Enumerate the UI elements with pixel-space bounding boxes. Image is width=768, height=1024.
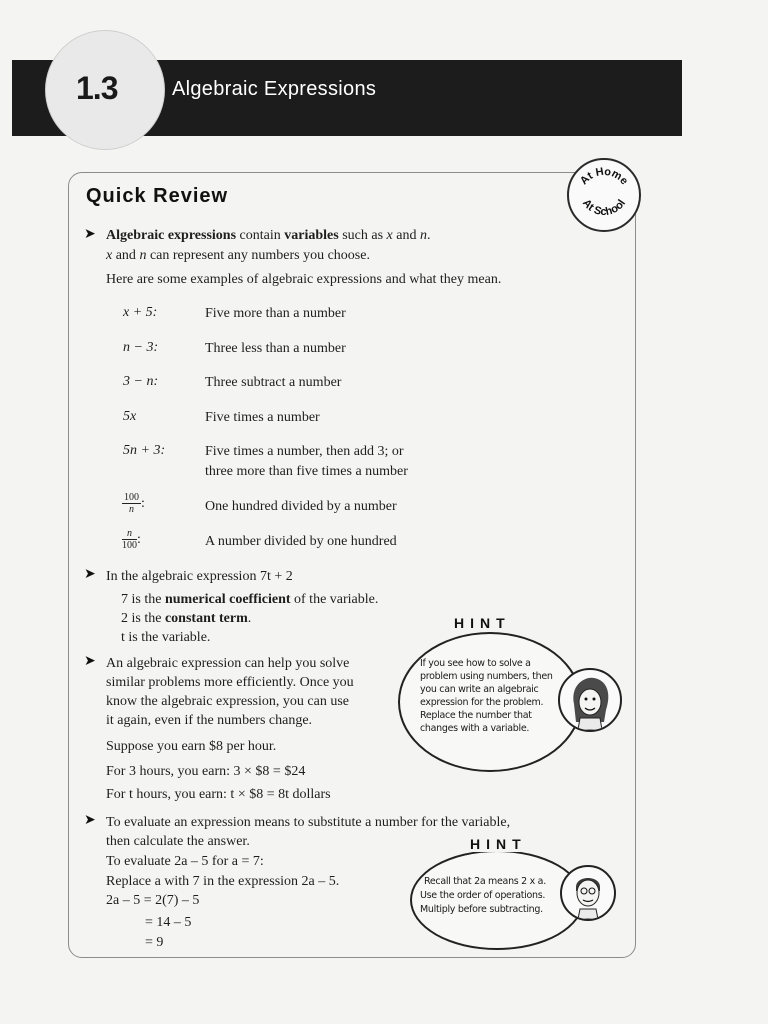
- intro-line-1: [106, 226, 430, 246]
- example-expression: 5x: [123, 409, 137, 424]
- intro-text: contain: [236, 228, 285, 243]
- section-title: Algebraic Expressions: [172, 78, 377, 100]
- hint-2-line: Use the order of operations.: [420, 890, 546, 901]
- svg-text:At School: [580, 197, 628, 218]
- hint-title-1: HINT: [450, 615, 515, 631]
- hint-1-line: expression for the problem.: [420, 697, 544, 708]
- fraction-denominator: n: [129, 504, 134, 515]
- coefficient-line-2: [121, 590, 378, 610]
- coefficient-text: of the variable.: [290, 592, 379, 607]
- fraction-suffix: :: [137, 532, 141, 548]
- fraction-numerator: 100: [124, 492, 139, 503]
- example-meaning-continued: three more than five times a number: [205, 464, 408, 479]
- example-meaning: A number divided by one hundred: [205, 534, 397, 549]
- coefficient-text: 2 is the: [121, 611, 165, 626]
- evaluate-line-1: To evaluate an expression means to substitute a number for the variable,: [106, 815, 511, 830]
- usefulness-line: similar problems more efficiently. Once you: [106, 675, 354, 690]
- hint-boy-avatar: [560, 865, 616, 921]
- earn-line: Suppose you earn $8 per hour.: [106, 739, 277, 754]
- intro-text: can represent any numbers you choose.: [146, 248, 370, 263]
- term-numerical-coefficient: numerical coefficient: [164, 592, 291, 607]
- evaluate-step-3: = 9: [145, 935, 164, 950]
- term-algebraic-expressions: Algebraic expressions: [106, 228, 237, 243]
- usefulness-line: An algebraic expression can help you solve: [106, 656, 350, 671]
- coefficient-line-3: [121, 609, 251, 629]
- term-constant-term: constant term: [164, 611, 248, 626]
- intro-text: and: [392, 228, 420, 243]
- example-meaning: Three subtract a number: [205, 375, 342, 390]
- hint-1-line: If you see how to solve a: [420, 658, 531, 669]
- coefficient-line-1: In the algebraic expression 7t + 2: [106, 569, 293, 584]
- hint-girl-avatar: [558, 668, 622, 732]
- example-meaning: Five more than a number: [205, 306, 346, 321]
- coefficient-line-4: t is the variable.: [121, 630, 211, 645]
- section-number: 1.3: [76, 70, 118, 106]
- earn-3-hours-line: For 3 hours, you earn: 3 × $8 = $24: [106, 764, 306, 779]
- evaluate-line-2: then calculate the answer.: [106, 834, 250, 849]
- example-fraction: [122, 492, 145, 515]
- fraction-numerator: n: [122, 528, 137, 540]
- usefulness-line: know the algebraic expression, you can use: [106, 694, 349, 709]
- bullet-arrow-icon: ➤: [84, 567, 96, 582]
- example-fraction: [122, 528, 141, 551]
- example-meaning: Five times a number: [205, 410, 320, 425]
- intro-text: and: [112, 248, 140, 263]
- intro-line-2: [106, 246, 370, 266]
- bullet-arrow-icon: ➤: [84, 654, 96, 669]
- intro-text: .: [426, 228, 431, 243]
- badge-bottom-text: At School: [579, 197, 629, 219]
- evaluate-line-4: Replace a with 7 in the expression 2a – 5.: [106, 874, 340, 889]
- term-variables: variables: [284, 228, 339, 243]
- variable-n: n: [419, 228, 427, 243]
- example-expression: n − 3:: [123, 340, 159, 355]
- intro-text: such as: [338, 228, 387, 243]
- hint-2-line: Multiply before subtracting.: [420, 904, 543, 915]
- example-expression: 3 − n:: [123, 374, 159, 389]
- hint-1-line: problem using numbers, then: [420, 671, 553, 682]
- bullet-arrow-icon: ➤: [84, 813, 96, 828]
- girl-face-icon: [560, 670, 620, 730]
- hint-2-line: Recall that 2a means 2 x a.: [424, 876, 546, 887]
- evaluate-step-1: 2a – 5 = 2(7) – 5: [106, 893, 200, 908]
- boy-face-icon: [562, 867, 614, 919]
- example-meaning: Five times a number, then add 3; or: [205, 444, 404, 459]
- example-meaning: One hundred divided by a number: [205, 499, 397, 514]
- evaluate-line-3: To evaluate 2a – 5 for a = 7:: [106, 854, 264, 869]
- at-home-at-school-badge: [567, 158, 641, 232]
- variable-x: x: [386, 228, 393, 243]
- variable-n: n: [139, 248, 147, 263]
- example-meaning: Three less than a number: [205, 341, 346, 356]
- example-expression: x + 5:: [123, 305, 158, 320]
- badge-circle-text: [569, 160, 639, 230]
- usefulness-line: it again, even if the numbers change.: [106, 713, 313, 728]
- intro-line-3: Here are some examples of algebraic expressions and what they mean.: [106, 272, 502, 287]
- svg-text:At Home: [578, 166, 630, 187]
- earn-t-hours-line: For t hours, you earn: t × $8 = 8t dollars: [106, 787, 331, 802]
- quick-review-heading: Quick Review: [86, 185, 229, 207]
- example-expression: 5n + 3:: [123, 443, 166, 458]
- badge-top-text: At Home: [577, 165, 631, 188]
- evaluate-step-2: = 14 – 5: [145, 915, 192, 930]
- coefficient-text: .: [247, 611, 252, 626]
- variable-x: x: [106, 248, 113, 263]
- hint-title-2: HINT: [466, 836, 531, 852]
- coefficient-text: 7 is the: [121, 592, 165, 607]
- hint-1-line: you can write an algebraic: [420, 684, 539, 695]
- fraction-suffix: :: [141, 496, 145, 512]
- fraction-denominator: 100: [122, 540, 137, 551]
- hint-1-line: Replace the number that: [420, 710, 532, 721]
- bullet-arrow-icon: ➤: [84, 227, 96, 242]
- hint-1-line: changes with a variable.: [420, 723, 530, 734]
